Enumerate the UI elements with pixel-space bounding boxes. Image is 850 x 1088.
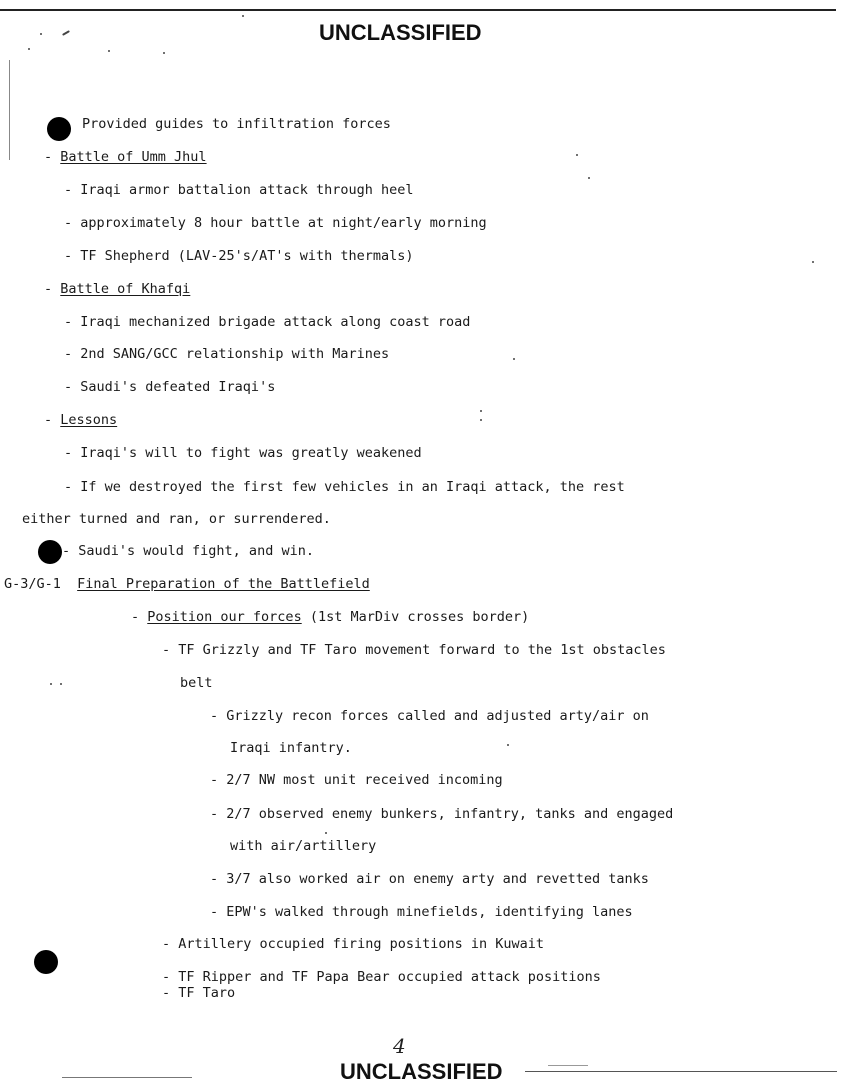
bullet-item: - 2nd SANG/GCC relationship with Marines <box>64 346 390 362</box>
bullet-item: - If we destroyed the first few vehicles in an Iraqi attack, the rest <box>64 479 625 495</box>
section-heading: Lessons <box>60 412 118 428</box>
section-heading: Battle of Umm Jhul <box>60 149 207 165</box>
footer-rule-right-short <box>548 1065 588 1066</box>
section-heading-line <box>44 412 117 428</box>
text-line: Iraqi infantry. <box>230 740 352 756</box>
footer-classification: UNCLASSIFIED <box>340 1059 503 1084</box>
header-classification: UNCLASSIFIED <box>319 20 482 45</box>
list-dash: - <box>44 281 61 297</box>
scan-speck <box>50 683 52 685</box>
scan-speck <box>108 50 110 52</box>
section-code: G-3/G-1 <box>4 576 78 592</box>
left-margin-mark <box>9 60 10 160</box>
section-heading: Battle of Khafqi <box>60 281 191 297</box>
footer-rule-left <box>62 1077 192 1078</box>
bullet-item: - Artillery occupied firing positions in Kuwait <box>162 936 545 952</box>
punch-hole-bottom <box>34 950 58 974</box>
bullet-item: - 2/7 NW most unit received incoming <box>210 772 503 788</box>
scan-speck <box>480 410 482 412</box>
scan-speck <box>588 177 590 179</box>
text-line: either turned and ran, or surrendered. <box>22 511 331 527</box>
bullet-item: - Iraqi's will to fight was greatly weakened <box>64 445 422 461</box>
scan-speck <box>513 358 515 360</box>
text-line: belt <box>180 675 213 691</box>
bullet-item: - Iraqi mechanized brigade attack along coast road <box>64 314 471 330</box>
bullet-item: - approximately 8 hour battle at night/early morning <box>64 215 487 231</box>
bullet-item: - TF Grizzly and TF Taro movement forward to the 1st obstacles <box>162 642 666 658</box>
scan-speck <box>480 419 482 421</box>
list-dash: - <box>44 412 61 428</box>
scan-speck <box>62 30 70 36</box>
section-heading: Position our forces <box>147 609 302 625</box>
bullet-item: - 3/7 also worked air on enemy arty and revetted tanks <box>210 871 649 887</box>
page-number: 4 <box>393 1034 406 1058</box>
section-heading-line <box>131 609 529 625</box>
bullet-item: - Saudi's would fight, and win. <box>62 543 314 559</box>
text-line: Provided guides to infiltration forces <box>82 116 391 132</box>
section-heading-line <box>4 576 370 592</box>
scan-speck <box>576 154 578 156</box>
heading-note: (1st MarDiv crosses border) <box>301 609 530 625</box>
scan-speck <box>163 52 165 54</box>
bullet-item: - EPW's walked through minefields, identifying lanes <box>210 904 633 920</box>
scan-speck <box>28 48 30 50</box>
scan-speck <box>812 261 814 263</box>
bullet-item: - Iraqi armor battalion attack through heel <box>64 182 414 198</box>
list-dash: - <box>131 609 148 625</box>
section-heading-line <box>44 149 207 165</box>
scan-speck <box>60 683 62 685</box>
bullet-item: - TF Shepherd (LAV-25's/AT's with thermals) <box>64 248 414 264</box>
bullet-item: - Saudi's defeated Iraqi's <box>64 379 276 395</box>
text-line: with air/artillery <box>230 838 377 854</box>
list-dash: - <box>44 149 61 165</box>
bullet-item: - TF Taro <box>162 985 236 1001</box>
section-heading-line <box>44 281 190 297</box>
section-heading: Final Preparation of the Battlefield <box>77 576 370 592</box>
scan-speck <box>242 15 244 17</box>
bullet-item: - 2/7 observed enemy bunkers, infantry, tanks and engaged <box>210 806 674 822</box>
punch-hole-top <box>47 117 71 141</box>
bullet-item: - Grizzly recon forces called and adjusted arty/air on <box>210 708 649 724</box>
scan-speck <box>40 33 42 35</box>
footer-rule-right <box>525 1071 837 1072</box>
top-border-rule <box>0 9 836 11</box>
scan-speck <box>507 744 509 746</box>
bullet-item: - TF Ripper and TF Papa Bear occupied attack positions <box>162 969 601 985</box>
scan-speck <box>325 832 327 834</box>
punch-hole-middle <box>38 540 62 564</box>
